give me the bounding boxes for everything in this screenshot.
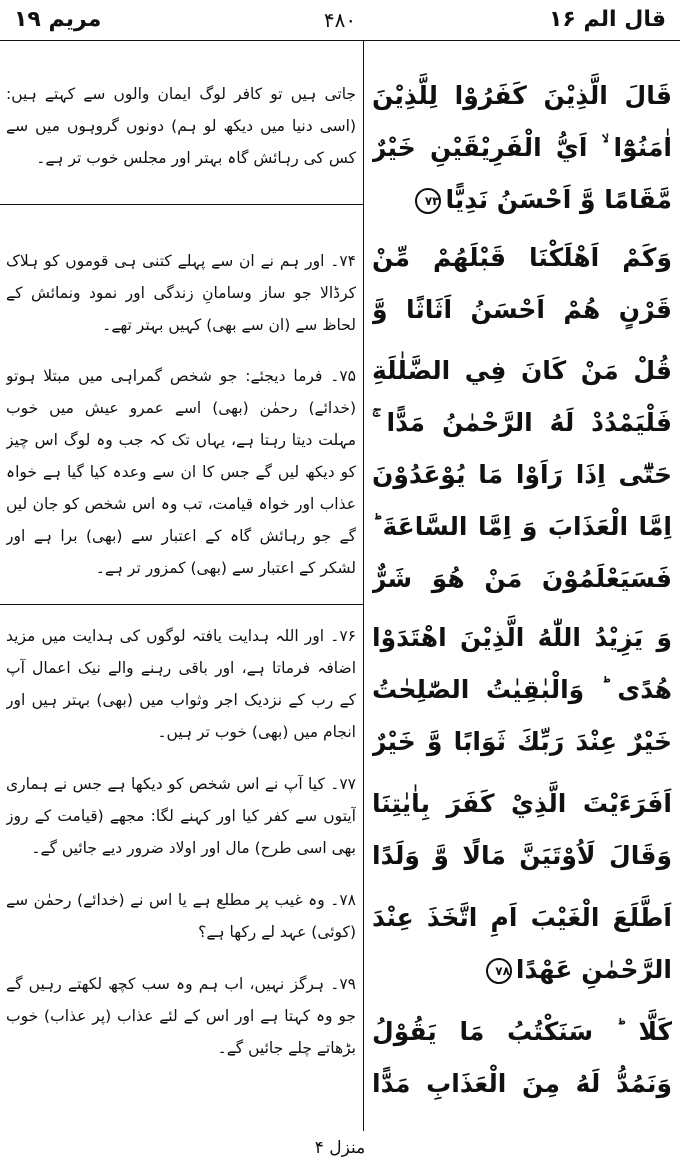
translation-block-79: ۷۹۔ ہرگز نہیں، اب ہم وہ سب کچھ لکھتے رہیں گے جو وہ کہتا ہے اور اس کے لئے عذاب (پر عذاب) خوب بڑھاتے چلے جائیں گے۔: [6, 975, 356, 1057]
ayah-number-marker: ۷۸: [486, 958, 512, 984]
column-divider: [363, 41, 364, 1131]
translation-block-74: ۷۴۔ اور ہم نے ان سے پہلے کتنی ہی قوموں کو ہلاک کرڈالا جو ساز وسامانِ زندگی اور نمود ونمائش کے لحاظ سے (ان سے بھی) کہیں بہتر تھے۔: [6, 252, 356, 334]
page-number: ۴۸۰: [323, 8, 357, 32]
translation-block-75: ۷۵۔ فرما دیجئے: جو شخص گمراہی میں مبتلا ہوتو (خدائے) رحمٰن (بھی) اسے عمرو عیش میں خوب مہلت دیتا رہتا ہے، یہاں تک کہ جب وہ لوگ اس چیز کو دیکھ لیں گے جس کا ان سے وعدہ کیا گیا ہے خواہ عذاب اور خواہ قیامت، تب وہ اس شخص کو جان لیں گے جو رہائش گاہ کے اعتبار سے (بھی) برا ہے اور لشکر کے اعتبار سے (بھی) کمزور تر ہے۔: [6, 367, 356, 577]
translation-block-76: ۷۶۔ اور اللہ ہدایت یافتہ لوگوں کی ہدایت میں مزید اضافہ فرماتا ہے، اور باقی رہنے والے نیک اعمال آپ کے رب کے نزدیک اجر وثواب میں (بھی) بہتر ہیں اور انجام میں (بھی) خوب تر ہیں۔: [6, 627, 356, 741]
surah-header: مریم ۱۹: [14, 7, 102, 32]
ayah-79: [372, 1006, 672, 1114]
translation-block-73: جاتی ہیں تو کافر لوگ ایمان والوں سے کہتے ہیں: (اسی دنیا میں دیکھ لو ہم) دونوں گروہوں میں سے کس کی رہائش گاہ بہتر اور مجلس خوب تر ہے۔: [6, 85, 356, 167]
translation-separator: [0, 604, 363, 605]
ayah-75: [372, 345, 672, 607]
ayah-text: كَلَّا ؕ سَنَكْتُبُ مَا يَقُوْلُ وَنَمُدُّ لَهُ مِنَ الْعَذَابِ مَدًّا: [372, 1017, 672, 1098]
manzil-footer: منزل ۴: [314, 1138, 366, 1158]
ayah-text: وَكَمْ اَهْلَكْنَا قَبْلَهُمْ مِّنْ قَرْنٍ هُمْ اَحْسَنُ اَثَاثًا وَّ: [372, 243, 672, 324]
ayah-76: [372, 612, 672, 772]
para-header: قال الم ۱۶: [549, 7, 666, 32]
ayah-77: [372, 778, 672, 886]
ayah-text: قَالَ الَّذِيْنَ كَفَرُوْا لِلَّذِيْنَ اٰمَنُوْٓا ۙ اَيُّ الْفَرِيْقَيْنِ خَيْرٌ مَّقَامًا وَّ اَحْسَنُ نَدِيًّا: [372, 81, 672, 214]
translation-block-77: ۷۷۔ کیا آپ نے اس شخص کو دیکھا ہے جس نے ہماری آیتوں سے کفر کیا اور کہنے لگا: مجھے (قیامت کے روز بھی اسی طرح) مال اور اولاد ضرور دیے جائیں گے۔: [6, 775, 356, 857]
ayah-74: [372, 232, 672, 340]
ayah-text: اَفَرَءَيْتَ الَّذِيْ كَفَرَ بِاٰيٰتِنَا وَقَالَ لَاُوْتَيَنَّ مَالًا وَّ وَلَدًا: [372, 789, 672, 870]
translation-separator: [0, 204, 363, 205]
ayah-73: [372, 70, 672, 230]
ayah-text: وَ يَزِيْدُ اللّٰهُ الَّذِيْنَ اهْتَدَوْا هُدًى ؕ وَالْبٰقِيٰتُ الصّٰلِحٰتُ خَيْرٌ عِنْدَ رَبِّكَ ثَوَابًا وَّ خَيْرٌ: [372, 623, 672, 756]
ayah-number-marker: ۷۳: [415, 188, 441, 214]
ayah-78: [372, 892, 672, 1000]
ayah-text: قُلْ مَنْ كَانَ فِي الضَّلٰلَةِ فَلْيَمْدُدْ لَهُ الرَّحْمٰنُ مَدًّا ۚ حَتّٰٓى اِذَا رَاَوْا مَا يُوْعَدُوْنَ اِمَّا الْعَذَابَ وَ اِمَّا السَّاعَةَ ؕ فَسَيَعْلَمُوْنَ مَنْ هُوَ شَرٌّ: [372, 356, 672, 593]
header-rule: [0, 40, 680, 41]
ayah-text: اَطَّلَعَ الْغَيْبَ اَمِ اتَّخَذَ عِنْدَ الرَّحْمٰنِ عَهْدًا: [372, 903, 672, 984]
translation-block-78: ۷۸۔ وہ غیب پر مطلع ہے یا اس نے (خدائے) رحمٰن سے (کوئی) عہد لے رکھا ہے؟: [6, 891, 356, 941]
